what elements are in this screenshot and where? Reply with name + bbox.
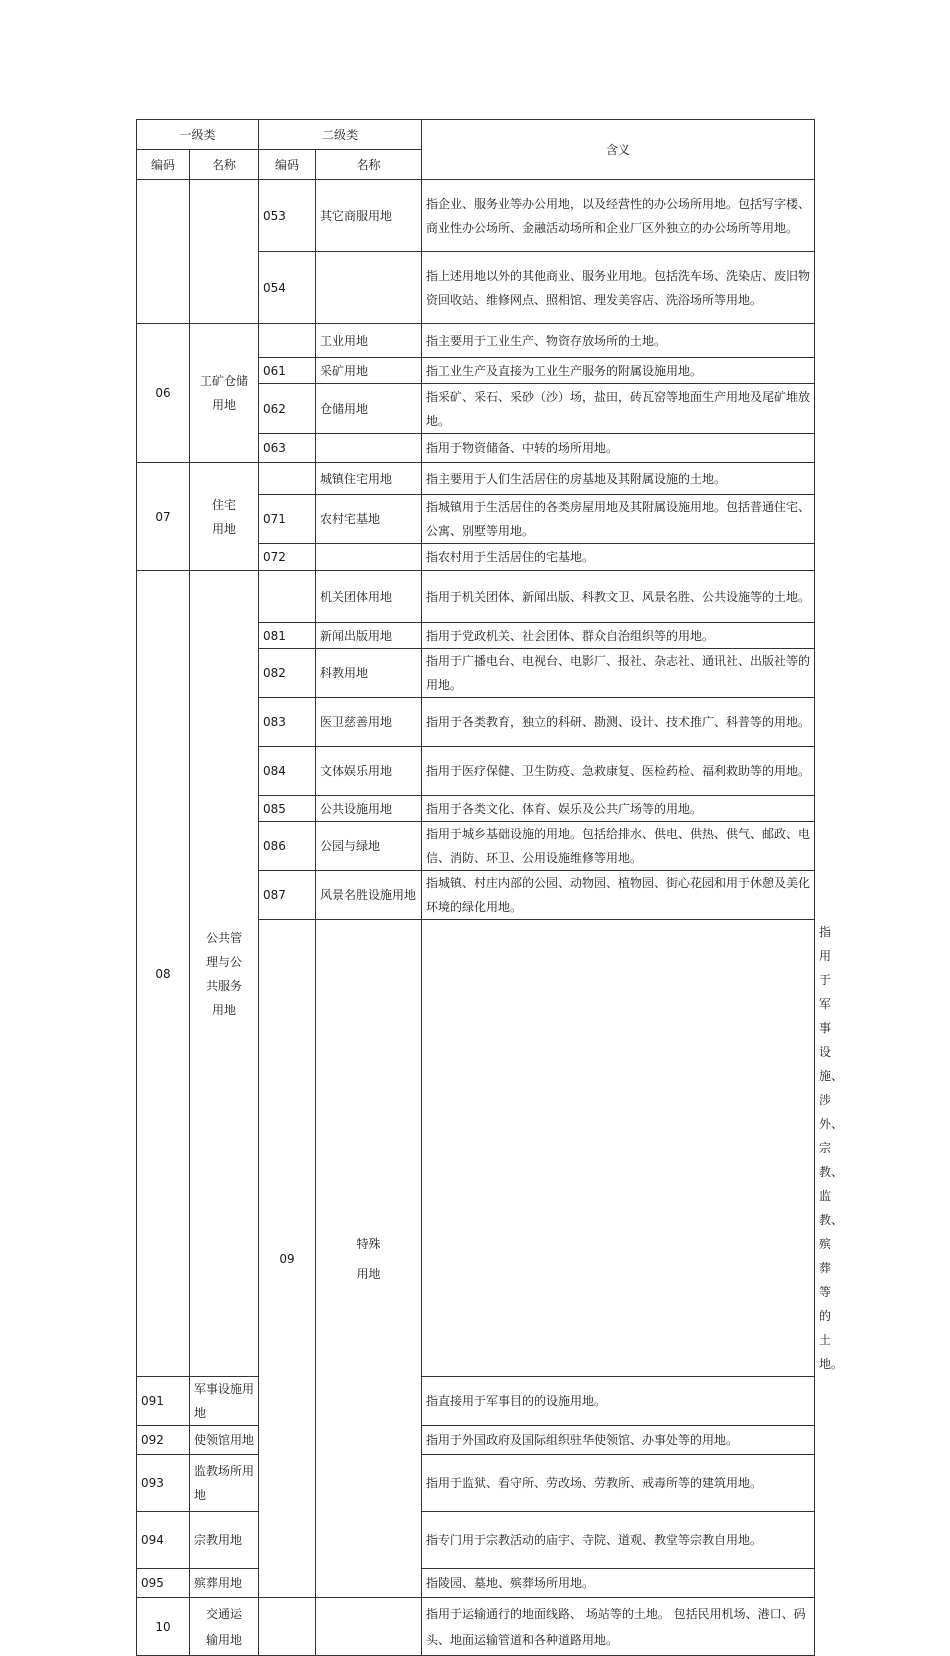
group-name-text: 公共管理与公共服务用地 <box>205 930 242 1017</box>
sub-code <box>259 324 316 358</box>
sub-code: 087 <box>259 871 316 920</box>
sub-desc: 指工业生产及直接为工业生产服务的附属设施用地。 <box>422 358 815 384</box>
sub-code: 092 <box>137 1426 190 1455</box>
sub-desc: 指采矿、采石、采砂（沙）场，盐田，砖瓦窑等地面生产用地及尾矿堆放地。 <box>422 384 815 434</box>
table-row <box>137 1377 815 1426</box>
sub-desc: 指上述用地以外的其他商业、服务业用地。包括洗车场、洗染店、废旧物资回收站、维修网点、照相馆、理发美容店、洗浴场所等用地。 <box>422 252 815 324</box>
sub-name <box>316 544 422 571</box>
sub-desc: 指用于医疗保健、卫生防疫、急救康复、医检药检、福利救助等的用地。 <box>422 747 815 796</box>
sub-name: 公园与绿地 <box>316 822 422 871</box>
sub-name: 工业用地 <box>316 324 422 358</box>
group-name <box>190 463 259 571</box>
sub-code: 071 <box>259 495 316 544</box>
sub-code: 093 <box>137 1455 190 1512</box>
sub-desc: 指专门用于宗教活动的庙宇、寺院、道观、教堂等宗教自用地。 <box>422 1512 815 1569</box>
group-code: 07 <box>137 463 190 571</box>
sub-name <box>316 1598 422 1656</box>
table-row <box>137 571 815 623</box>
sub-name: 仓储用地 <box>316 384 422 434</box>
table-row <box>137 463 815 495</box>
sub-desc: 指用于监狱、看守所、劳改场、劳教所、戒毒所等的建筑用地。 <box>422 1455 815 1512</box>
sub-desc: 指用于广播电台、电视台、电影厂、报社、杂志社、通讯社、出版社等的用地。 <box>422 649 815 698</box>
table-row <box>137 1598 815 1656</box>
group-name <box>190 571 259 1377</box>
sub-code: 072 <box>259 544 316 571</box>
sub-desc: 指用于机关团体、新闻出版、科教文卫、风景名胜、公共设施等的土地。 <box>422 571 815 623</box>
sub-name: 宗教用地 <box>190 1512 259 1569</box>
group-code: 06 <box>137 324 190 463</box>
sub-code: 086 <box>259 822 316 871</box>
sub-name: 新闻出版用地 <box>316 623 422 649</box>
header-l1-name: 名称 <box>190 150 259 180</box>
sub-name: 科教用地 <box>316 649 422 698</box>
sub-desc: 指用于外国政府及国际组织驻华使领馆、办事处等的用地。 <box>422 1426 815 1455</box>
sub-desc: 指陵园、墓地、殡葬场所用地。 <box>422 1569 815 1598</box>
sub-code <box>259 1598 316 1656</box>
group-code: 08 <box>137 571 190 1377</box>
group-name <box>190 324 259 463</box>
table-row <box>137 1569 815 1598</box>
sub-name: 使领馆用地 <box>190 1426 259 1455</box>
sub-code: 083 <box>259 698 316 747</box>
sub-desc: 指农村用于生活居住的宅基地。 <box>422 544 815 571</box>
header-l1-code: 编码 <box>137 150 190 180</box>
sub-code: 094 <box>137 1512 190 1569</box>
sub-name <box>316 252 422 324</box>
sub-desc: 指用于党政机关、社会团体、群众自治组织等的用地。 <box>422 623 815 649</box>
header-l2-code: 编码 <box>259 150 316 180</box>
sub-name: 其它商服用地 <box>316 180 422 252</box>
sub-name: 采矿用地 <box>316 358 422 384</box>
group-code: 10 <box>137 1598 190 1656</box>
sub-name: 风景名胜设施用地 <box>316 871 422 920</box>
sub-code: 063 <box>259 434 316 463</box>
table-row: 09 特殊用地 指用于军事设施、涉外、宗教、监教、殡葬等的土地。 <box>137 920 815 1377</box>
sub-code: 085 <box>259 796 316 822</box>
header-l2-name: 名称 <box>316 150 422 180</box>
sub-name: 文体娱乐用地 <box>316 747 422 796</box>
sub-code <box>259 571 316 623</box>
land-use-table <box>136 119 844 1656</box>
header-meaning: 含义 <box>422 120 815 180</box>
sub-name: 医卫慈善用地 <box>316 698 422 747</box>
sub-desc: 指用于物资储备、中转的场所用地。 <box>422 434 815 463</box>
sub-desc: 指城镇、村庄内部的公园、动物园、植物园、街心花园和用于休憩及美化环境的绿化用地。 <box>422 871 815 920</box>
sub-name <box>316 434 422 463</box>
group-name <box>316 920 422 1598</box>
group-code: 09 <box>259 920 316 1598</box>
sub-code: 084 <box>259 747 316 796</box>
sub-code: 053 <box>259 180 316 252</box>
sub-code: 061 <box>259 358 316 384</box>
group-code-cell <box>137 180 190 324</box>
sub-name: 监教场所用地 <box>190 1455 259 1512</box>
sub-code <box>422 920 815 1377</box>
table-row <box>137 1455 815 1512</box>
sub-desc: 指用于各类教育，独立的科研、勘测、设计、技术推广、科普等的用地。 <box>422 698 815 747</box>
sub-name: 机关团体用地 <box>316 571 422 623</box>
group-name-text: 交通运输用地 <box>205 1606 242 1647</box>
sub-name: 军事设施用地 <box>190 1377 259 1426</box>
header-row-1 <box>137 120 815 150</box>
sub-code: 081 <box>259 623 316 649</box>
group-name <box>190 1598 259 1656</box>
table-row <box>137 324 815 358</box>
sub-desc: 指用于运输通行的地面线路、 场站等的土地。 包括民用机场、港口、码头、地面运输管道和各种道路用地。 <box>422 1598 815 1656</box>
group-name-text: 工矿仓储用地 <box>199 374 248 412</box>
sub-code: 095 <box>137 1569 190 1598</box>
sub-desc: 指直接用于军事目的的设施用地。 <box>422 1377 815 1426</box>
group-name-text: 住宅用地 <box>211 497 236 536</box>
sub-desc: 指用于城乡基础设施的用地。包括给排水、供电、供热、供气、邮政、电信、消防、环卫、公用设施维修等用地。 <box>422 822 815 871</box>
sub-code <box>259 463 316 495</box>
sub-code: 082 <box>259 649 316 698</box>
table-row <box>137 1426 815 1455</box>
group-name-text: 特殊用地 <box>356 1236 381 1281</box>
sub-desc: 指企业、服务业等办公用地，以及经营性的办公场所用地。包括写字楼、商业性办公场所、金融活动场所和企业厂区外独立的办公场所等用地。 <box>422 180 815 252</box>
header-level2: 二级类 <box>259 120 422 150</box>
sub-name: 殡葬用地 <box>190 1569 259 1598</box>
sub-name: 公共设施用地 <box>316 796 422 822</box>
sub-name: 农村宅基地 <box>316 495 422 544</box>
group-name-cell <box>190 180 259 324</box>
table-row <box>137 180 815 252</box>
sub-code: 091 <box>137 1377 190 1426</box>
sub-desc: 指城镇用于生活居住的各类房屋用地及其附属设施用地。包括普通住宅、公寓、别墅等用地。 <box>422 495 815 544</box>
sub-name: 城镇住宅用地 <box>316 463 422 495</box>
header-level1: 一级类 <box>137 120 259 150</box>
sub-code: 062 <box>259 384 316 434</box>
sub-desc: 指主要用于人们生活居住的房基地及其附属设施的土地。 <box>422 463 815 495</box>
sub-code: 054 <box>259 252 316 324</box>
sub-desc: 指用于各类文化、体育、娱乐及公共广场等的用地。 <box>422 796 815 822</box>
table-row <box>137 1512 815 1569</box>
sub-desc: 指主要用于工业生产、物资存放场所的土地。 <box>422 324 815 358</box>
